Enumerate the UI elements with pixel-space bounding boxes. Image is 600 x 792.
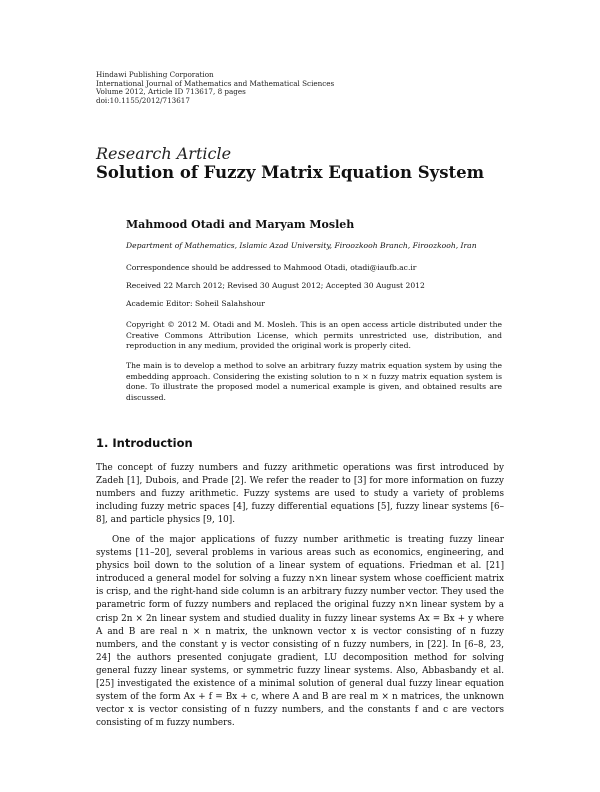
author-list: Mahmood Otadi and Maryam Mosleh bbox=[126, 218, 355, 231]
affiliation: Department of Mathematics, Islamic Azad University, Firoozkooh Branch, Firoozkooh, Iran bbox=[126, 241, 477, 250]
doi-link[interactable]: doi:10.1155/2012/713617 bbox=[96, 95, 190, 105]
intro-paragraph-1: The concept of fuzzy numbers and fuzzy arithmetic operations was first introduced by Zadeh [1], Dubois, and Prade [2]. We refer the reader to [3] for more information on fuzzy numbers and fuzzy arithmetic. Fuzzy systems are used to study a variety of problems including fuzzy metric spaces [4], fuzzy differential equations [5], fuzzy linear systems [6–8], and particle physics [9, 10]. bbox=[96, 463, 504, 526]
paper-title: Solution of Fuzzy Matrix Equation System bbox=[96, 163, 485, 182]
correspondence: Correspondence should be addressed to Mahmood Otadi, otadi@iaufb.ac.ir bbox=[126, 263, 417, 272]
article-type: Research Article bbox=[96, 144, 232, 163]
volume-info: Volume 2012, Article ID 713617, 8 pages bbox=[96, 87, 246, 97]
copyright-notice: Copyright © 2012 M. Otadi and M. Mosleh. This is an open access article distributed under the Creative Commons Attribution License, which permits unrestricted use, distribution, and reproduction in any medium, provided the original work is properly cited. bbox=[126, 320, 502, 350]
submission-dates: Received 22 March 2012; Revised 30 August 2012; Accepted 30 August 2012 bbox=[126, 281, 425, 290]
intro-paragraph-2: One of the major applications of fuzzy number arithmetic is treating fuzzy linear systems [11–20], several problems in various areas such as economics, engineering, and physics boil down to the solution of a linear system of equations. Friedman et al. [21] introduced a general model for solving a fuzzy n×n linear system whose coefficient matrix is crisp, and the right-hand side column is an arbitrary fuzzy number vector. They used the parametric form of fuzzy numbers and replaced the original fuzzy n×n linear system by a crisp 2n × 2n linear system and studied duality in fuzzy linear systems Ax = Bx + y where A and B are real n × n matrix, the unknown vector x is vector consisting of n fuzzy numbers, and the constant y is vector consisting of n fuzzy numbers, in [22]. In [6–8, 23, 24] the authors presented conjugate gradient, LU decomposition method for solving general fuzzy linear systems, or symmetric fuzzy linear systems. Also, Abbasbandy et al. [25] investigated the existence of a minimal solution of general dual fuzzy linear equation system of the form Ax + f = Bx + c, where A and B are real m × n matrices, the unknown vector x is vector consisting of n fuzzy numbers, and the constants f and c are vectors consisting of m fuzzy numbers. bbox=[96, 535, 504, 729]
academic-editor: Academic Editor: Soheil Salahshour bbox=[126, 299, 265, 308]
journal-name: International Journal of Mathematics and Mathematical Sciences bbox=[96, 78, 335, 88]
section-heading: 1. Introduction bbox=[96, 436, 193, 450]
publisher-name: Hindawi Publishing Corporation bbox=[96, 70, 214, 79]
publication-header bbox=[96, 71, 334, 105]
abstract: The main is to develop a method to solve an arbitrary fuzzy matrix equation system by using the embedding approach. Considering the existing solution to n × n fuzzy matrix equation system is done. To illustrate the proposed model a numerical example is given, and obtained results are discussed. bbox=[126, 361, 502, 402]
